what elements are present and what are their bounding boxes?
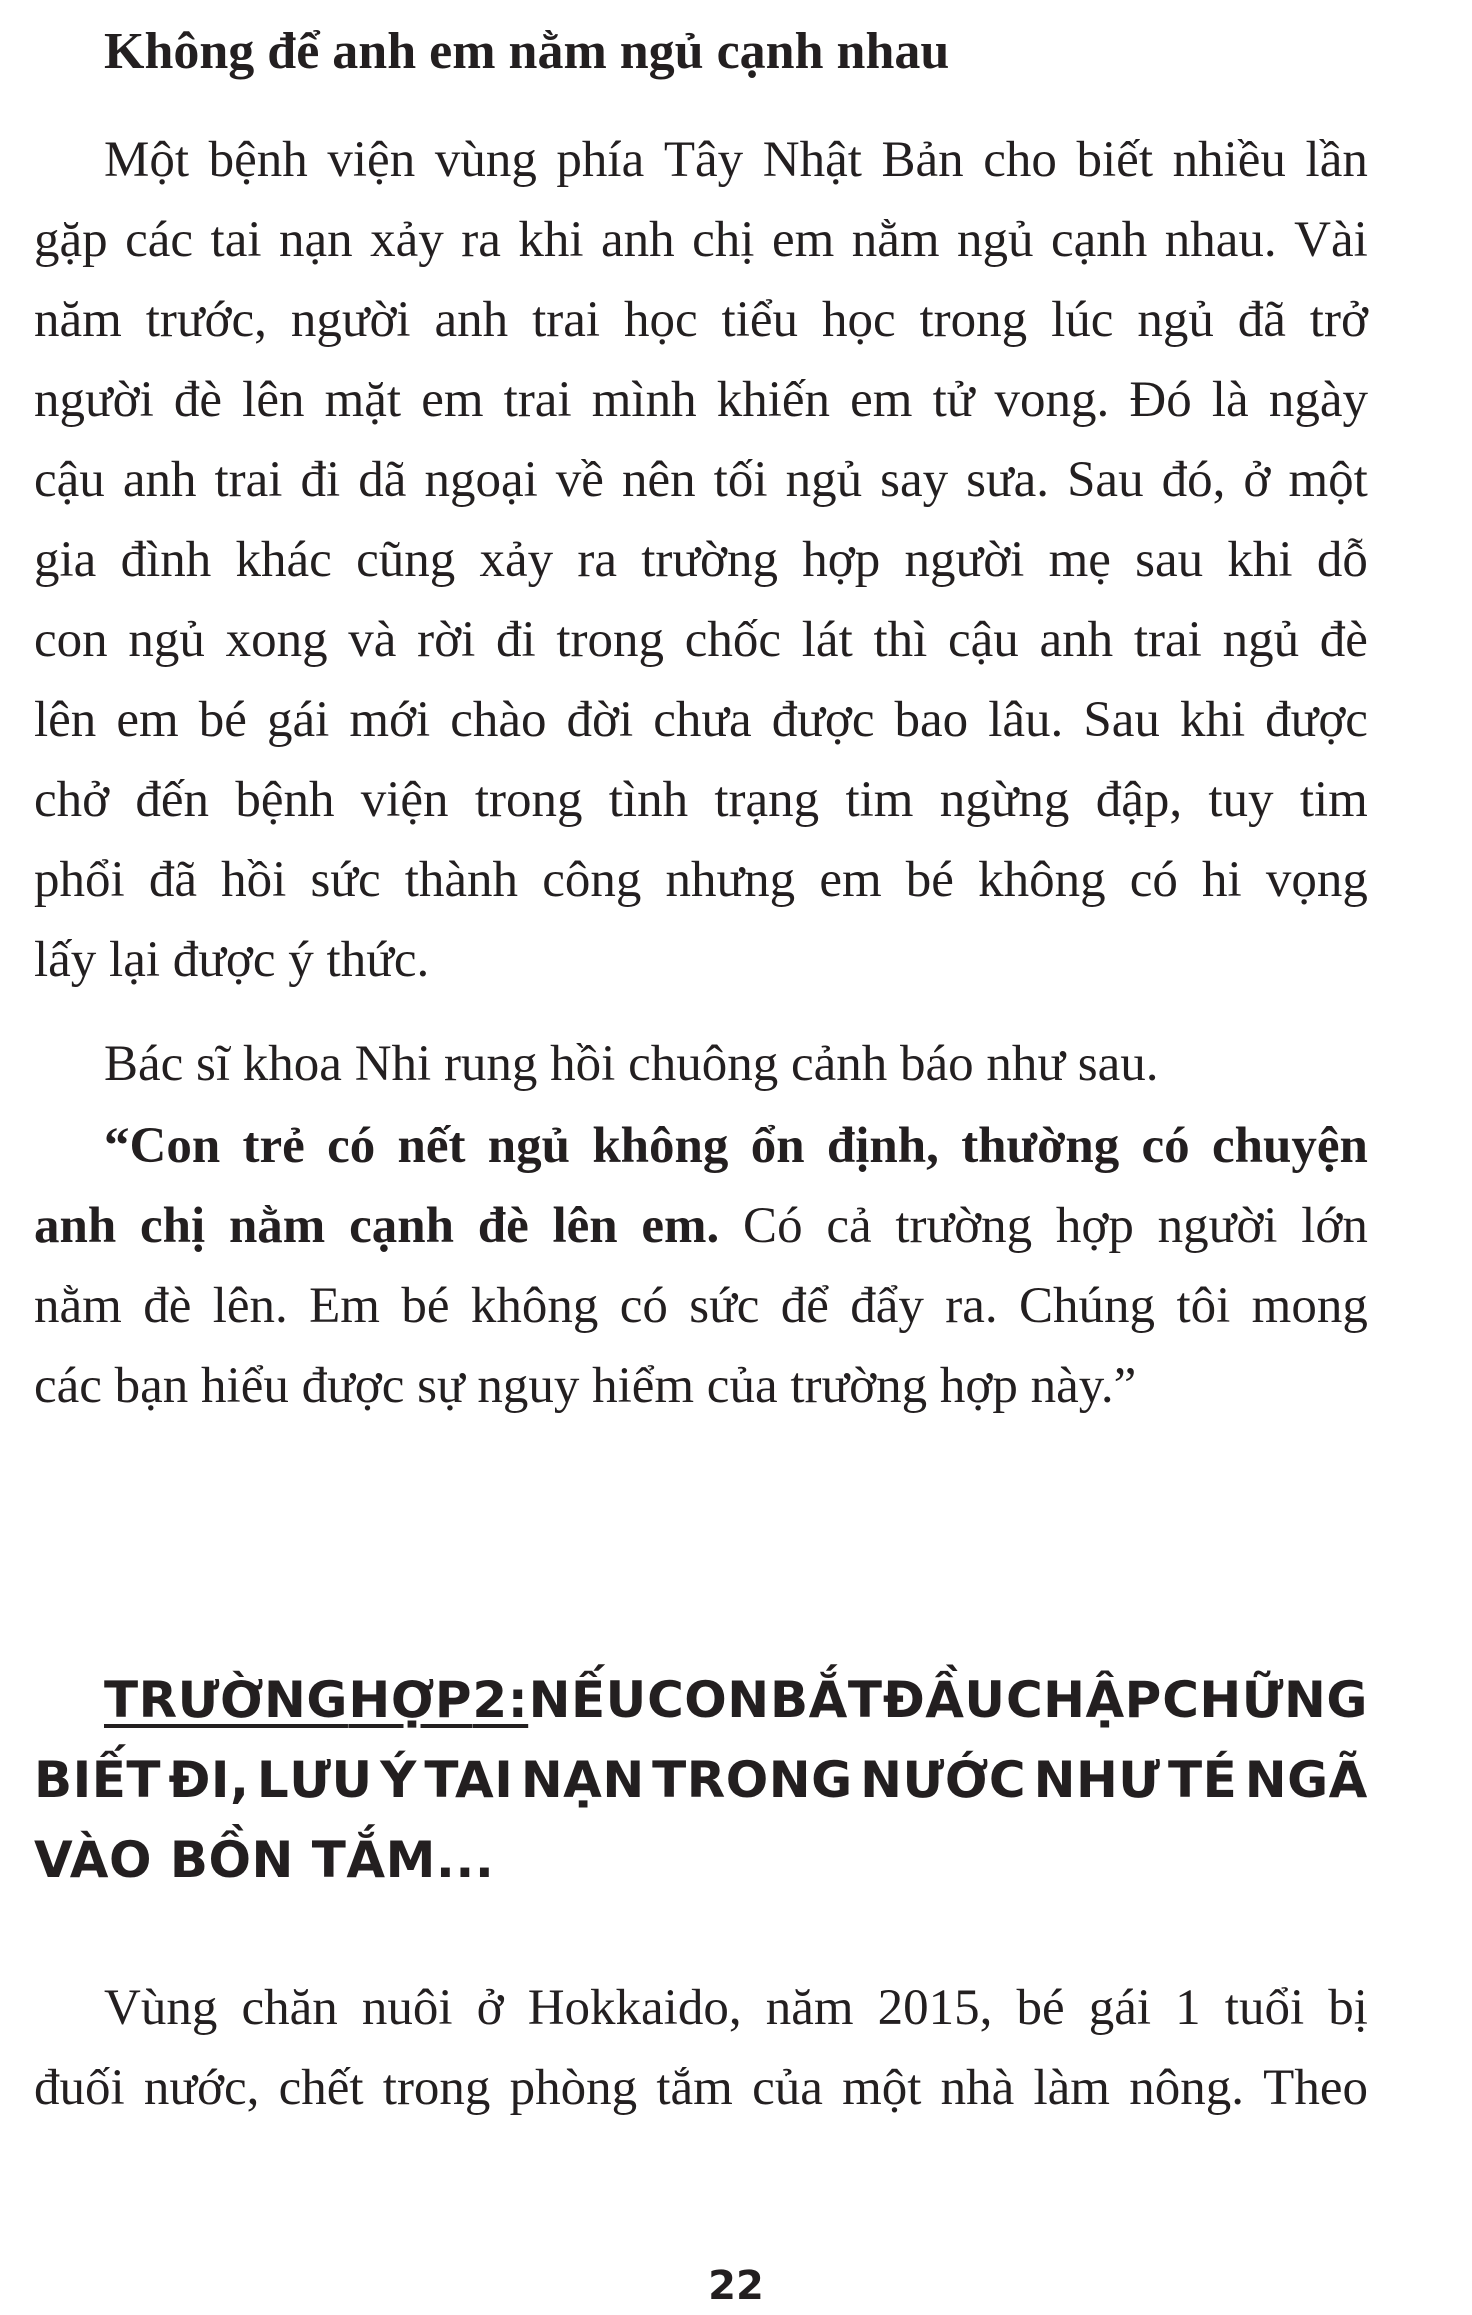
bold-phrase: đè	[477, 1198, 529, 1254]
plain-phrase: hợp	[1055, 1198, 1134, 1254]
word: TÉ	[1168, 1751, 1238, 1809]
word: một	[1288, 452, 1368, 508]
text-line	[34, 840, 1368, 920]
word: LƯU	[256, 1751, 373, 1809]
word: khác	[235, 532, 332, 588]
word: gia	[34, 532, 97, 588]
text-line	[34, 520, 1368, 600]
word: học	[821, 292, 896, 348]
word: NẠN	[520, 1751, 645, 1809]
word: chị	[692, 212, 755, 268]
word: trong	[382, 2060, 491, 2116]
word: trai	[532, 292, 601, 348]
word: lên	[242, 372, 305, 428]
word: đuối	[34, 2060, 125, 2116]
text-line	[34, 760, 1368, 840]
word: tiểu	[721, 292, 799, 348]
word: khi	[1179, 692, 1246, 748]
word: trai	[503, 372, 572, 428]
word: Một	[104, 132, 190, 188]
word: mong	[1251, 1278, 1368, 1334]
word: lâu.	[988, 692, 1064, 748]
word: khi	[1227, 532, 1293, 588]
word: tai	[210, 212, 262, 268]
case-title-part: CHỮNG	[1162, 1671, 1368, 1729]
word: định,	[826, 1118, 939, 1174]
word: mẹ	[1048, 532, 1111, 588]
word: về	[555, 452, 604, 508]
word: 1	[1175, 1980, 1201, 2036]
word: cho	[983, 132, 1057, 188]
word: cậu	[34, 452, 105, 508]
word: Vùng	[104, 1980, 218, 2036]
word: trạng	[714, 772, 820, 828]
word: 2015,	[877, 1980, 993, 2036]
bold-phrase: cạnh	[349, 1198, 454, 1254]
word: em	[421, 372, 484, 428]
case-title-part: NẾU	[528, 1671, 647, 1729]
word: ngừng	[939, 772, 1070, 828]
word: đập,	[1095, 772, 1183, 828]
word: có	[1129, 852, 1178, 908]
word: nhưng	[665, 852, 796, 908]
word: NGÃ	[1244, 1751, 1368, 1809]
word: không	[592, 1118, 729, 1174]
word: em	[771, 212, 835, 268]
word: có	[619, 1278, 668, 1334]
word: đã	[148, 852, 197, 908]
word: bé	[401, 1278, 450, 1334]
word: chăn	[241, 1980, 338, 2036]
word: nông.	[1129, 2060, 1244, 2116]
word: bệnh	[235, 772, 335, 828]
word: chở	[34, 772, 110, 828]
word: anh	[122, 452, 197, 508]
word: Ý	[380, 1751, 417, 1809]
word: Vài	[1294, 212, 1368, 268]
text-line: lấy lại được ý thức.	[34, 932, 430, 988]
text-line	[34, 440, 1368, 520]
word: tim	[1299, 772, 1368, 828]
word: nết	[397, 1118, 466, 1174]
word: để	[780, 1278, 829, 1334]
word: chuyện	[1211, 1118, 1368, 1174]
text-line	[34, 120, 1368, 200]
word: tử	[932, 372, 975, 428]
text-line	[34, 2048, 1368, 2128]
word: phòng	[509, 2060, 638, 2116]
word: khiến	[716, 372, 831, 428]
case-label: HỢP	[348, 1671, 473, 1729]
case-heading-line: VÀO BỒN TẮM...	[34, 1831, 495, 1889]
word: tình	[608, 772, 689, 828]
text-line	[34, 600, 1368, 680]
bold-phrase: chị	[140, 1198, 206, 1254]
case-title-part: CON	[647, 1671, 770, 1729]
section-subheading: Không để anh em nằm ngủ cạnh nhau	[104, 23, 950, 80]
word: cậu	[948, 612, 1019, 668]
word: Tây	[663, 132, 744, 188]
word: hi	[1202, 852, 1242, 908]
word: nhau.	[1164, 212, 1277, 268]
word: trước,	[145, 292, 267, 348]
word: lát	[801, 612, 853, 668]
word: mặt	[324, 372, 402, 428]
word: nên	[621, 452, 696, 508]
text-line	[34, 1186, 1368, 1266]
word: thì	[873, 612, 928, 668]
word: thường	[961, 1118, 1120, 1174]
word: ra	[461, 212, 501, 268]
word: trai	[214, 452, 283, 508]
word: nước,	[143, 2060, 260, 2116]
word: là	[1211, 372, 1249, 428]
word: bệnh	[208, 132, 308, 188]
word: TRONG	[652, 1751, 853, 1809]
word: chốc	[684, 612, 782, 668]
word: công	[542, 852, 642, 908]
word: viện	[327, 132, 416, 188]
word: và	[348, 612, 397, 668]
text-line-bold	[34, 1106, 1368, 1186]
word: một	[842, 2060, 922, 2116]
word: bao	[894, 692, 969, 748]
paragraph-accident-report	[34, 120, 1368, 1000]
word: phía	[556, 132, 645, 188]
word: khi	[518, 212, 584, 268]
page-number: 22	[708, 2263, 764, 2309]
case-label: TRƯỜNG	[104, 1671, 348, 1729]
word: anh	[601, 212, 675, 268]
word: lúc	[1051, 292, 1114, 348]
word: của	[752, 2060, 823, 2116]
word: hợp	[802, 532, 881, 588]
word: trẻ	[242, 1118, 305, 1174]
word: TAI	[424, 1751, 514, 1809]
word: không	[978, 852, 1106, 908]
word: đè	[173, 372, 223, 428]
text-line: các bạn hiểu được sự nguy hiểm của trường hợp này.”	[34, 1358, 1137, 1414]
word: đẩy	[850, 1278, 924, 1334]
word: tối	[713, 452, 768, 508]
bold-phrase: em.	[641, 1198, 720, 1254]
word: bé	[198, 692, 247, 748]
word: nhiều	[1172, 132, 1286, 188]
word: em	[819, 852, 882, 908]
word: trường	[641, 532, 779, 588]
word: ngủ	[487, 1118, 571, 1174]
word: Sau	[1067, 452, 1144, 508]
word: chào	[450, 692, 547, 748]
word: NHƯ	[1033, 1751, 1161, 1809]
word: trong	[919, 292, 1028, 348]
word: cũng	[356, 532, 456, 588]
word: ra.	[945, 1278, 998, 1334]
word: Theo	[1263, 2060, 1368, 2116]
word: bị	[1328, 1980, 1368, 2036]
word: học	[623, 292, 698, 348]
word: trai	[1133, 612, 1202, 668]
word: đình	[120, 532, 212, 588]
word: đè	[143, 1278, 192, 1334]
word: gái	[1088, 1980, 1152, 2036]
text-line	[34, 280, 1368, 360]
bold-phrase: anh	[34, 1198, 117, 1254]
plain-phrase: cả	[826, 1198, 872, 1254]
word: lên	[34, 692, 97, 748]
word: ra	[577, 532, 617, 588]
word: NƯỚC	[860, 1751, 1027, 1809]
word: lên.	[212, 1278, 288, 1334]
word: vùng	[434, 132, 537, 188]
word: say	[880, 452, 949, 508]
word: ngày	[1268, 372, 1368, 428]
word: sau	[1135, 532, 1204, 588]
word: Nhật	[762, 132, 862, 188]
word: tuổi	[1224, 1980, 1305, 2036]
word: tuy	[1208, 772, 1274, 828]
plain-phrase: người	[1157, 1198, 1278, 1254]
word: sức	[689, 1278, 760, 1334]
word: đời	[566, 692, 634, 748]
word: vọng	[1265, 852, 1368, 908]
word: ở	[476, 1980, 504, 2036]
word: “Con	[104, 1118, 221, 1174]
word: em	[850, 372, 913, 428]
word: không	[470, 1278, 599, 1334]
word: con	[34, 612, 108, 668]
case-title-part: ĐẦU	[882, 1671, 1006, 1729]
word: năm	[34, 292, 122, 348]
text-line	[34, 1968, 1368, 2048]
word: được	[771, 692, 875, 748]
word: ổn	[750, 1118, 805, 1174]
word: có	[327, 1118, 376, 1174]
word: xảy	[370, 212, 444, 268]
word: Bản	[881, 132, 964, 188]
word: nằm	[34, 1278, 122, 1334]
word: đi	[496, 612, 536, 668]
word: ngoại	[424, 452, 538, 508]
word: người	[34, 372, 154, 428]
word: ngủ	[785, 452, 863, 508]
word: ngủ	[957, 212, 1034, 268]
word: người	[290, 292, 411, 348]
word: biết	[1076, 132, 1153, 188]
word: tắm	[656, 2060, 733, 2116]
word: nhà	[940, 2060, 1015, 2116]
word: có	[1141, 1118, 1190, 1174]
word: tôi	[1176, 1278, 1231, 1334]
text-line	[34, 680, 1368, 760]
word: Sau	[1083, 692, 1160, 748]
word: anh	[434, 292, 509, 348]
word: BIẾT	[34, 1751, 161, 1809]
word: Đó	[1129, 372, 1192, 428]
word: người	[904, 532, 1025, 588]
case-heading-line	[34, 1740, 1368, 1820]
word: lần	[1305, 132, 1368, 188]
word: ngủ	[1222, 612, 1300, 668]
paragraph-doctor-warning-intro	[34, 1024, 1368, 1104]
word: trong	[474, 772, 583, 828]
word: ở	[1243, 452, 1271, 508]
word: dỗ	[1316, 532, 1368, 588]
word: đi	[300, 452, 341, 508]
word: sức	[310, 852, 381, 908]
word: trở	[1309, 292, 1368, 348]
word: đã	[1237, 292, 1286, 348]
word: dã	[358, 452, 407, 508]
text-line: Bác sĩ khoa Nhi rung hồi chuông cảnh báo như sau.	[104, 1036, 1159, 1092]
word: Hokkaido,	[527, 1980, 742, 2036]
word: em	[116, 692, 179, 748]
word: gái	[266, 692, 330, 748]
word: viện	[360, 772, 449, 828]
word: cạnh	[1051, 212, 1148, 268]
word: mình	[591, 372, 697, 428]
case-heading-line	[34, 1660, 1368, 1740]
word: rời	[417, 612, 476, 668]
word: làm	[1033, 2060, 1110, 2116]
plain-phrase: trường	[895, 1198, 1033, 1254]
word: đến	[135, 772, 210, 828]
word: chưa	[653, 692, 752, 748]
word: gặp	[34, 212, 108, 268]
word: ĐI,	[168, 1751, 250, 1809]
paragraph-hokkaido-case	[34, 1968, 1368, 2128]
word: nuôi	[361, 1980, 453, 2036]
word: các	[125, 212, 194, 268]
word: chết	[278, 2060, 364, 2116]
word: bé	[905, 852, 954, 908]
word: được	[1265, 692, 1368, 748]
word: Em	[309, 1278, 380, 1334]
plain-phrase: Có	[743, 1198, 803, 1254]
word: hồi	[221, 852, 287, 908]
word: ngủ	[128, 612, 205, 668]
word: ngủ	[1137, 292, 1214, 348]
text-line	[34, 360, 1368, 440]
word: phổi	[34, 852, 125, 908]
word: trong	[556, 612, 665, 668]
word: anh	[1039, 612, 1114, 668]
text-line	[34, 1266, 1368, 1346]
case-title-part: CHẬP	[1005, 1671, 1162, 1729]
case-label: 2:	[472, 1671, 529, 1729]
word: sưa.	[966, 452, 1050, 508]
word: đè	[1319, 612, 1368, 668]
word: xong	[225, 612, 328, 668]
word: vong.	[994, 372, 1110, 428]
word: bé	[1016, 1980, 1065, 2036]
text-line	[34, 200, 1368, 280]
paragraph-doctor-quote	[34, 1106, 1368, 1426]
word: năm	[765, 1980, 854, 2036]
word: xảy	[479, 532, 554, 588]
plain-phrase: lớn	[1301, 1198, 1368, 1254]
bold-phrase: nằm	[228, 1198, 326, 1254]
word: Chúng	[1019, 1278, 1156, 1334]
bold-phrase: lên	[552, 1198, 618, 1254]
word: tim	[845, 772, 914, 828]
word: nạn	[279, 212, 353, 268]
word: thành	[404, 852, 519, 908]
case-title-part: BẮT	[770, 1671, 883, 1729]
word: nằm	[851, 212, 940, 268]
word: mới	[349, 692, 431, 748]
word: đó,	[1161, 452, 1226, 508]
case-heading	[34, 1660, 1368, 1900]
